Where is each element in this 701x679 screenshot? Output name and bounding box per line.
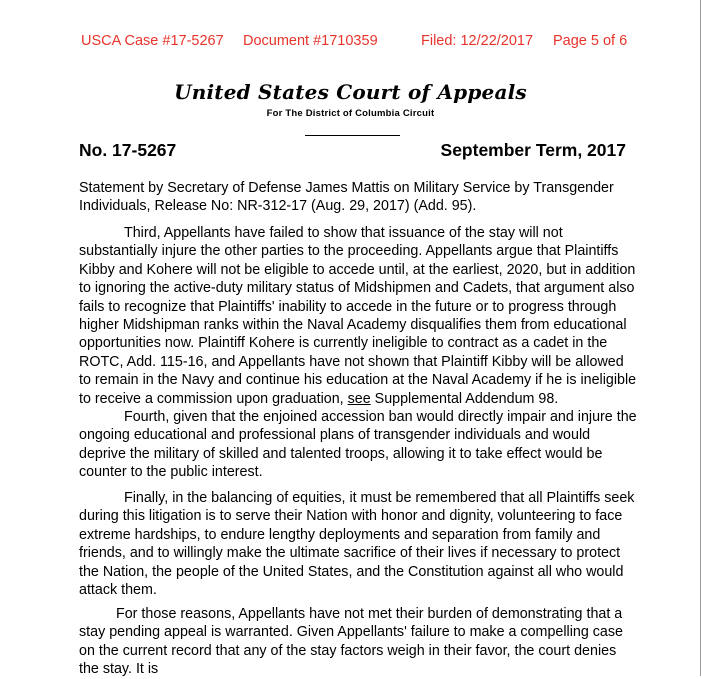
paragraph-third-cite: Supplemental Addendum 98. (374, 390, 559, 407)
citation-paragraph: Statement by Secretary of Defense James Mattis on Military Service by Transgender Individuals, Release No: NR-312-17 (Aug. 29, 2017) (Add. 95). (79, 180, 614, 215)
court-term: September Term, 2017 (440, 140, 626, 160)
docket-number: No. 17-5267 (79, 140, 177, 160)
case-number-stamp: USCA Case #17-5267 (81, 33, 224, 49)
page-number-stamp: Page 5 of 6 (553, 33, 628, 49)
filed-date-stamp: Filed: 12/22/2017 (421, 33, 534, 49)
paragraph-third (79, 224, 639, 408)
paragraph-fourth-text: Fourth, given that the enjoined accession ban would directly impair and injure the ongoing educational and professional plans of transgender individuals and would deprive the military of skilled and talented troops, allowing it to take effect would be counter to the public interest. (79, 409, 637, 481)
see-signal: see (347, 390, 371, 407)
title-divider (305, 135, 400, 136)
court-name: United States Court of Appeals (174, 80, 527, 104)
paragraph-finally-text: Finally, in the balancing of equities, it must be remembered that all Plaintiffs seek during this litigation is to serve their Nation with honor and dignity, volunteering to face extreme hardships, to endure lengthy deployments and separation from family and friends, and to willingly make the ultimate sacrifice of their lives if necessary to protect the Nation, the people of the United States, and the Constitution against all who would attack them. (79, 490, 635, 599)
paragraph-third-text: Third, Appellants have failed to show that issuance of the stay will not substantially injure the other parties to the proceeding. Appellants argue that Plaintiffs Kibby and Kohere will not be eligible to accede until, at the earliest, 2020, but in addition to ignoring the active-duty military status of Midshipmen and Cadets, that argument also fails to recognize that Plaintiffs' inability to accede in the future or to progress through higher Midshipman ranks within the Naval Academy disqualifies them from educational opportunities now. Plaintiff Kohere is currently ineligible to contract as a cadet in the ROTC, Add. 115-16, and Appellants have not shown that Plaintiff Kibby will be allowed to remain in the Navy and continue his education at the Naval Academy if he is ineligible to receive a commission upon graduation, (79, 225, 637, 407)
paragraph-conclusion-text: For those reasons, Appellants have not met their burden of demonstrating that a stay pending appeal is warranted. Given Appellants' failure to make a compelling case on the current record that any of the stay factors weigh in their favor, the court denies the stay. It is (79, 606, 623, 678)
paragraph-conclusion (79, 605, 639, 679)
paragraph-fourth (79, 408, 639, 482)
court-circuit: For The District of Columbia Circuit (266, 108, 435, 119)
paragraph-finally (79, 489, 639, 599)
citation-text (79, 179, 639, 216)
filing-header (0, 33, 701, 53)
document-number-stamp: Document #1710359 (243, 33, 378, 49)
